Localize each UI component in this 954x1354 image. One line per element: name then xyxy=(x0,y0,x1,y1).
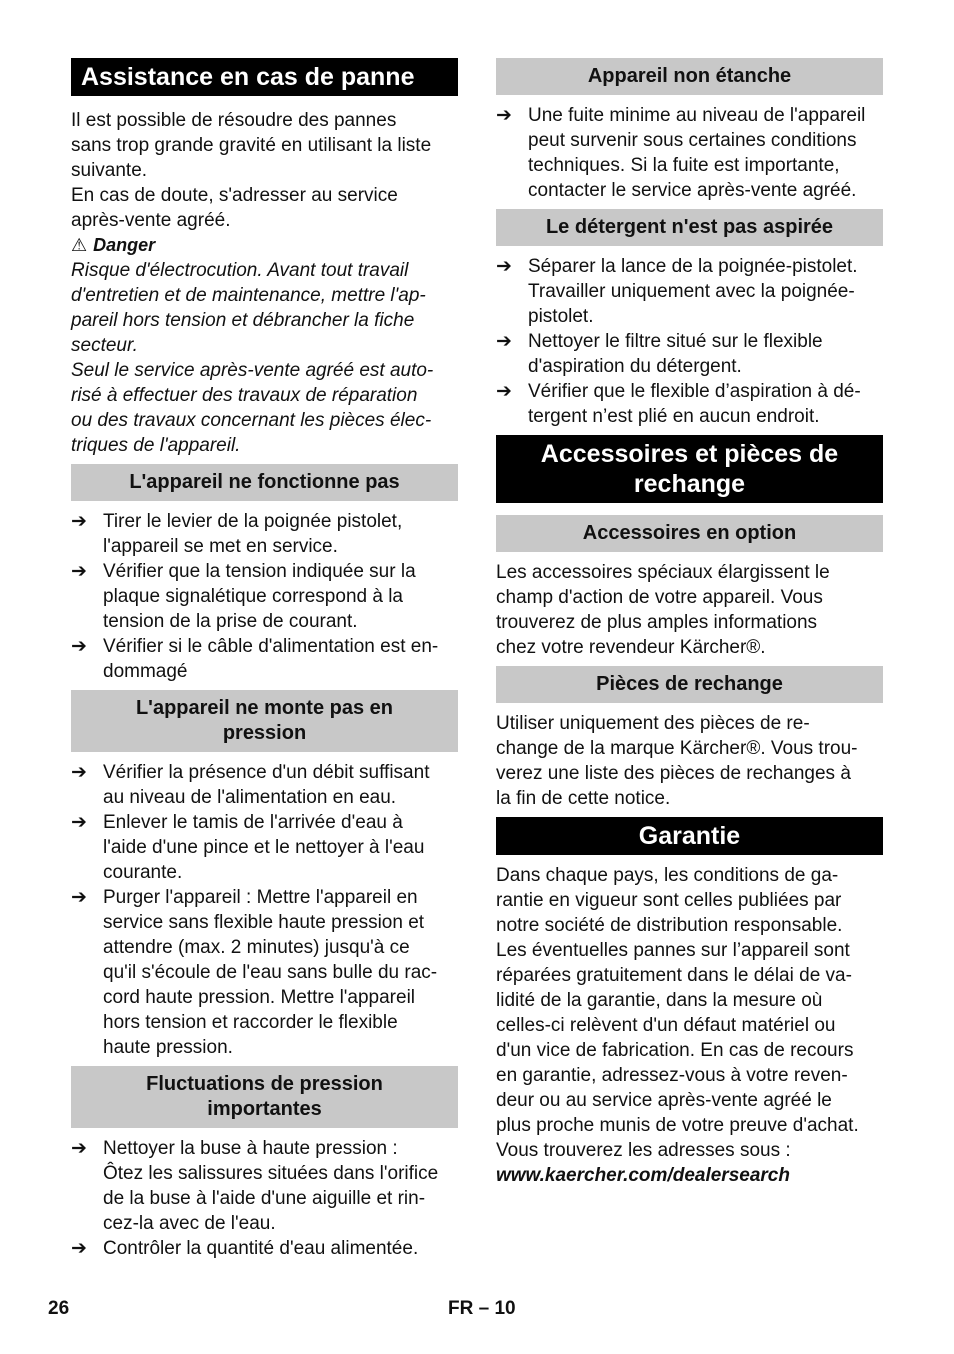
text-line: Les éventuelles pannes sur l’appareil sont xyxy=(496,940,850,961)
optional-accessories-text xyxy=(496,560,883,660)
danger-text xyxy=(71,258,458,458)
text-line: pistolet. xyxy=(528,306,594,327)
warranty-text xyxy=(496,863,883,1188)
text-line: Il est possible de résoudre des pannes xyxy=(71,110,397,131)
arrow-right-icon: ➔ xyxy=(496,105,512,126)
text-line: Vérifier que la tension indiquée sur la xyxy=(103,561,416,582)
text-line: d'entretien et de maintenance, mettre l'ap- xyxy=(71,285,426,306)
title-line: rechange xyxy=(633,470,746,498)
bullet-list xyxy=(71,509,458,684)
bullet-list xyxy=(71,1136,458,1261)
text-line: tergent n’est plié en aucun endroit. xyxy=(528,406,820,427)
text-line: risé à effectuer des travaux de réparation xyxy=(71,385,418,406)
arrow-right-icon: ➔ xyxy=(496,331,512,352)
title-line: Fluctuations de pression xyxy=(146,1073,383,1095)
text-line: secteur. xyxy=(71,335,138,356)
text-line: Une fuite minime au niveau de l'appareil xyxy=(528,105,866,126)
subsection-title-spare-parts: Pièces de rechange xyxy=(496,666,883,703)
text-line: Purger l'appareil : Mettre l'appareil en xyxy=(103,887,418,908)
arrow-right-icon: ➔ xyxy=(71,1238,87,1259)
arrow-right-icon: ➔ xyxy=(71,887,87,908)
right-column xyxy=(496,58,883,1188)
text-line: Seul le service après-vente agréé est auto- xyxy=(71,360,434,381)
text-line: Enlever le tamis de l'arrivée d'eau à xyxy=(103,812,403,833)
list-item xyxy=(71,1136,458,1236)
text-line: Vous trouverez les adresses sous : xyxy=(496,1140,791,1161)
text-span: ®. Vous trou- xyxy=(746,738,858,759)
warning-icon: ⚠ xyxy=(71,235,88,255)
text-line: service sans flexible haute pression et xyxy=(103,912,425,933)
text-line: au niveau de l'alimentation en eau. xyxy=(103,787,397,808)
text-line: courante. xyxy=(103,862,183,883)
subsection-title-optional-accessories: Accessoires en option xyxy=(496,515,883,552)
text-line: qu'il s'écoule de l'eau sans bulle du rac- xyxy=(103,962,438,983)
section-title-troubleshooting: Assistance en cas de panne xyxy=(71,58,458,96)
text-line: Contrôler la quantité d'eau alimentée. xyxy=(103,1238,419,1259)
section-title-warranty: Garantie xyxy=(496,817,883,855)
text-span: change de la marque Kärcher xyxy=(496,738,747,759)
bullet-list xyxy=(496,103,883,203)
subsection-title-leaking: Appareil non étanche xyxy=(496,58,883,95)
text-line: champ d'action de votre appareil. Vous xyxy=(496,587,823,608)
left-column xyxy=(71,58,458,1261)
text-line: sans trop grande gravité en utilisant la liste xyxy=(71,135,432,156)
text-line: Dans chaque pays, les conditions de ga- xyxy=(496,865,839,886)
text-line: techniques. Si la fuite est importante, xyxy=(528,155,840,176)
text-line: deur ou au service après-vente agréé le xyxy=(496,1090,832,1111)
section-page-label: FR – 10 xyxy=(448,1298,516,1319)
text-line: attendre (max. 2 minutes) jusqu'à ce xyxy=(103,937,410,958)
text-line: d'aspiration du détergent. xyxy=(528,356,742,377)
title-line: Accessoires et pièces de xyxy=(540,440,839,468)
intro-text xyxy=(71,108,458,233)
text-line: après-vente agréé. xyxy=(71,210,231,231)
text-line: cord haute pression. Mettre l'appareil xyxy=(103,987,416,1008)
list-item xyxy=(496,329,883,379)
dealer-search-link[interactable]: www.kaercher.com/dealersearch xyxy=(496,1165,790,1186)
bullet-list xyxy=(71,760,458,1060)
text-line: ou des travaux concernant les pièces élec- xyxy=(71,410,432,431)
text-line: celles-ci relèvent d'un défaut matériel ou xyxy=(496,1015,836,1036)
text-line: verez une liste des pièces de rechanges à xyxy=(496,763,851,784)
text-line: Vérifier si le câble d'alimentation est en- xyxy=(103,636,439,657)
text-line: la fin de cette notice. xyxy=(496,788,671,809)
text-line: plus proche munis de votre preuve d'achat. xyxy=(496,1115,859,1136)
text-line: hors tension et raccorder le flexible xyxy=(103,1012,398,1033)
registered-suffix: ®. xyxy=(746,637,766,658)
list-item xyxy=(71,509,458,559)
text-line: Nettoyer le filtre situé sur le flexible xyxy=(528,331,823,352)
text-line: Nettoyer la buse à haute pression : xyxy=(103,1138,398,1159)
text-line xyxy=(496,635,883,660)
subsection-title-no-pressure xyxy=(71,690,458,752)
arrow-right-icon: ➔ xyxy=(496,256,512,277)
danger-heading xyxy=(71,233,458,258)
title-line: L'appareil ne monte pas en xyxy=(135,697,394,719)
text-line: peut survenir sous certaines conditions xyxy=(528,130,857,151)
list-item xyxy=(71,810,458,885)
text-line: triques de l'appareil. xyxy=(71,435,241,456)
text-line: pareil hors tension et débrancher la fiche xyxy=(71,310,415,331)
text-line xyxy=(496,736,883,761)
arrow-right-icon: ➔ xyxy=(71,1138,87,1159)
title-line: importantes xyxy=(207,1098,322,1120)
text-line: notre société de distribution responsable. xyxy=(496,915,843,936)
bullet-list xyxy=(496,254,883,429)
list-item xyxy=(71,1236,458,1261)
text-line: Travailler uniquement avec la poignée- xyxy=(528,281,855,302)
text-line: contacter le service après-vente agréé. xyxy=(528,180,857,201)
text-span: chez votre revendeur Kärcher xyxy=(496,637,747,658)
text-line: En cas de doute, s'adresser au service xyxy=(71,185,398,206)
text-line: dommagé xyxy=(103,661,188,682)
arrow-right-icon: ➔ xyxy=(71,762,87,783)
text-line: Vérifier que le flexible d’aspiration à dé- xyxy=(528,381,861,402)
list-item xyxy=(71,760,458,810)
spare-parts-text xyxy=(496,711,883,811)
text-line: l'aide d'une pince et le nettoyer à l'eau xyxy=(103,837,425,858)
text-line: Ôtez les salissures situées dans l'orifice xyxy=(103,1163,439,1184)
text-line: en garantie, adressez-vous à votre reven- xyxy=(496,1065,848,1086)
text-line: cez-la avec de l'eau. xyxy=(103,1213,276,1234)
arrow-right-icon: ➔ xyxy=(71,561,87,582)
list-item xyxy=(71,885,458,1060)
text-line: Utiliser uniquement des pièces de re- xyxy=(496,713,810,734)
text-line: rantie en vigueur sont celles publiées par xyxy=(496,890,842,911)
text-line: réparées gratuitement dans le délai de va- xyxy=(496,965,852,986)
section-title-accessories xyxy=(496,435,883,503)
text-line: Les accessoires spéciaux élargissent le xyxy=(496,562,830,583)
subsection-title-not-working: L'appareil ne fonctionne pas xyxy=(71,464,458,501)
title-line: pression xyxy=(222,722,307,744)
list-item xyxy=(496,379,883,429)
list-item xyxy=(496,254,883,329)
text-line: Séparer la lance de la poignée-pistolet. xyxy=(528,256,858,277)
text-line: d'un vice de fabrication. En cas de recours xyxy=(496,1040,854,1061)
arrow-right-icon: ➔ xyxy=(71,636,87,657)
text-line: lidité de la garantie, dans la mesure où xyxy=(496,990,823,1011)
page-number: 26 xyxy=(48,1298,70,1319)
text-line: plaque signalétique correspond à la xyxy=(103,586,403,607)
list-item xyxy=(71,634,458,684)
arrow-right-icon: ➔ xyxy=(71,812,87,833)
text-line: haute pression. xyxy=(103,1037,233,1058)
arrow-right-icon: ➔ xyxy=(496,381,512,402)
text-line: trouverez de plus amples informations xyxy=(496,612,818,633)
text-line: l'appareil se met en service. xyxy=(103,536,338,557)
list-item xyxy=(71,559,458,634)
text-line: suivante. xyxy=(71,160,148,181)
text-line: Vérifier la présence d'un débit suffisant xyxy=(103,762,430,783)
text-line: de la buse à l'aide d'une aiguille et rin- xyxy=(103,1188,426,1209)
text-line: tension de la prise de courant. xyxy=(103,611,358,632)
arrow-right-icon: ➔ xyxy=(71,511,87,532)
subsection-title-pressure-fluctuations xyxy=(71,1066,458,1128)
danger-label: Danger xyxy=(93,235,156,255)
text-line: Risque d'électrocution. Avant tout travail xyxy=(71,260,409,281)
text-line: Tirer le levier de la poignée pistolet, xyxy=(103,511,403,532)
list-item xyxy=(496,103,883,203)
subsection-title-detergent: Le détergent n'est pas aspirée xyxy=(496,209,883,246)
